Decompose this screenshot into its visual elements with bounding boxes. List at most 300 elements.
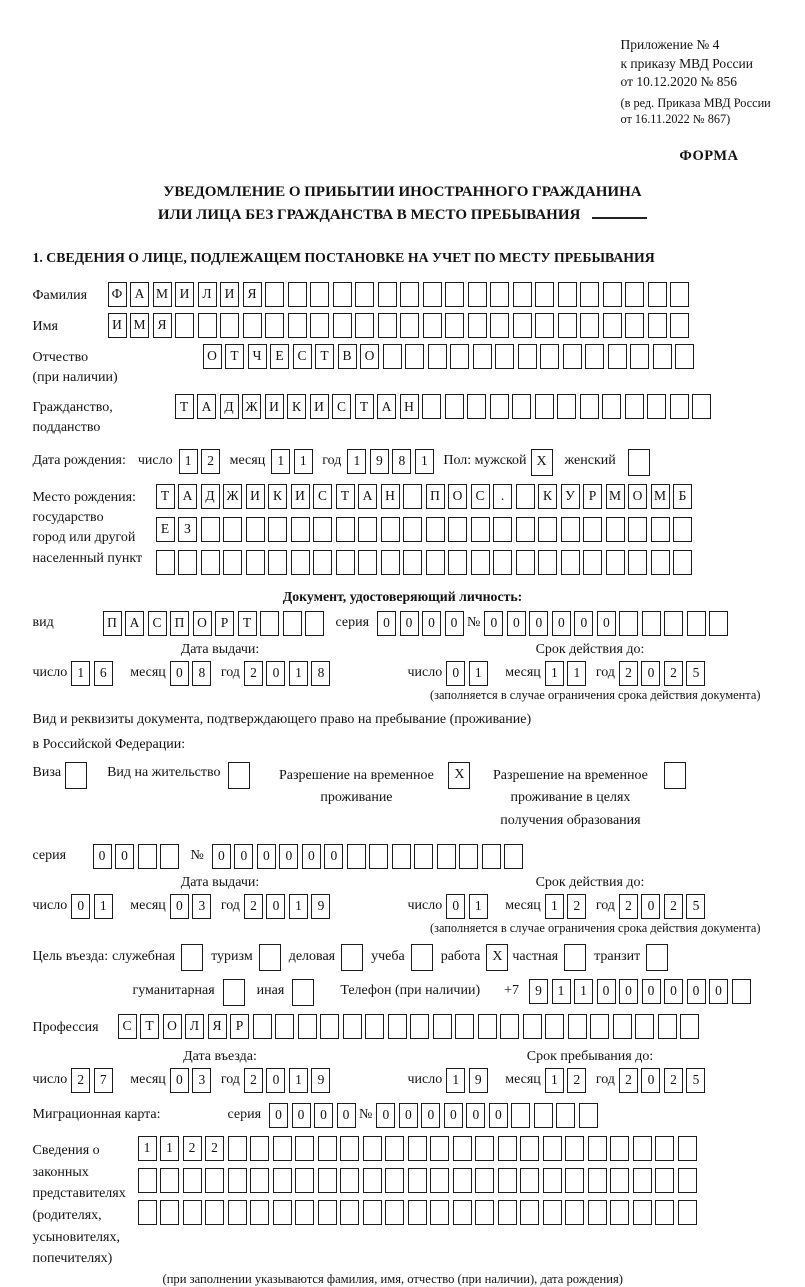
char-cell[interactable] [511, 1103, 530, 1128]
char-cell[interactable] [687, 611, 706, 636]
char-cell[interactable]: 0 [446, 894, 465, 919]
char-cell[interactable] [512, 394, 531, 419]
char-cell[interactable]: 2 [619, 1068, 638, 1093]
char-cell[interactable]: 1 [552, 979, 571, 1004]
char-cell[interactable] [445, 282, 464, 307]
char-cell[interactable] [437, 844, 456, 869]
char-cell[interactable] [538, 550, 557, 575]
char-cell[interactable] [495, 344, 514, 369]
char-cell[interactable] [220, 313, 239, 338]
char-cell[interactable]: 9 [529, 979, 548, 1004]
char-cell[interactable] [138, 1168, 157, 1193]
char-cell[interactable] [619, 611, 638, 636]
char-cell[interactable] [475, 1168, 494, 1193]
char-cell[interactable] [516, 550, 535, 575]
purpose-transit-checkbox[interactable] [646, 944, 668, 971]
char-cell[interactable] [635, 1014, 654, 1039]
char-cell[interactable] [655, 1136, 674, 1161]
char-cell[interactable] [490, 394, 509, 419]
char-cell[interactable]: 1 [545, 894, 564, 919]
char-cell[interactable] [498, 1200, 517, 1225]
char-cell[interactable] [498, 1136, 517, 1161]
char-cell[interactable] [565, 1136, 584, 1161]
char-cell[interactable] [422, 394, 441, 419]
char-cell[interactable]: 0 [574, 611, 593, 636]
char-cell[interactable]: 2 [664, 661, 683, 686]
char-cell[interactable]: О [203, 344, 222, 369]
char-cell[interactable]: 1 [271, 449, 290, 474]
char-cell[interactable]: Ж [242, 394, 261, 419]
char-cell[interactable]: 0 [279, 844, 298, 869]
residence-permit-checkbox[interactable] [228, 762, 250, 789]
char-cell[interactable] [388, 1014, 407, 1039]
char-cell[interactable] [518, 344, 537, 369]
char-cell[interactable] [138, 844, 157, 869]
char-cell[interactable] [250, 1168, 269, 1193]
char-cell[interactable]: И [175, 282, 194, 307]
char-cell[interactable]: 0 [234, 844, 253, 869]
char-cell[interactable] [198, 313, 217, 338]
char-cell[interactable]: Е [156, 517, 175, 542]
char-cell[interactable]: Л [185, 1014, 204, 1039]
char-cell[interactable] [558, 313, 577, 338]
char-cell[interactable]: 0 [642, 979, 661, 1004]
char-cell[interactable]: 2 [244, 894, 263, 919]
char-cell[interactable] [400, 282, 419, 307]
char-cell[interactable] [160, 844, 179, 869]
purpose-private-checkbox[interactable] [564, 944, 586, 971]
char-cell[interactable]: 2 [244, 661, 263, 686]
char-cell[interactable] [268, 550, 287, 575]
char-cell[interactable]: 9 [370, 449, 389, 474]
char-cell[interactable]: 1 [179, 449, 198, 474]
char-cell[interactable] [333, 313, 352, 338]
temp-residence-checkbox[interactable]: X [448, 762, 470, 789]
char-cell[interactable]: С [471, 484, 490, 509]
char-cell[interactable] [253, 1014, 272, 1039]
char-cell[interactable]: 0 [302, 844, 321, 869]
char-cell[interactable]: 9 [311, 894, 330, 919]
char-cell[interactable]: 0 [115, 844, 134, 869]
char-cell[interactable] [585, 344, 604, 369]
char-cell[interactable] [305, 611, 324, 636]
char-cell[interactable] [295, 1136, 314, 1161]
char-cell[interactable]: 3 [192, 894, 211, 919]
char-cell[interactable] [633, 1168, 652, 1193]
char-cell[interactable] [493, 517, 512, 542]
char-cell[interactable] [183, 1168, 202, 1193]
char-cell[interactable]: 0 [376, 1103, 395, 1128]
char-cell[interactable] [673, 550, 692, 575]
char-cell[interactable]: Я [243, 282, 262, 307]
char-cell[interactable] [648, 313, 667, 338]
char-cell[interactable]: 0 [687, 979, 706, 1004]
char-cell[interactable]: 0 [257, 844, 276, 869]
char-cell[interactable]: 2 [71, 1068, 90, 1093]
char-cell[interactable]: 0 [619, 979, 638, 1004]
char-cell[interactable] [445, 313, 464, 338]
char-cell[interactable] [543, 1168, 562, 1193]
char-cell[interactable] [365, 1014, 384, 1039]
char-cell[interactable]: 2 [664, 894, 683, 919]
char-cell[interactable]: П [170, 611, 189, 636]
char-cell[interactable]: Я [208, 1014, 227, 1039]
char-cell[interactable] [588, 1200, 607, 1225]
char-cell[interactable] [408, 1200, 427, 1225]
char-cell[interactable] [561, 550, 580, 575]
char-cell[interactable]: 0 [212, 844, 231, 869]
char-cell[interactable] [478, 1014, 497, 1039]
char-cell[interactable] [320, 1014, 339, 1039]
char-cell[interactable]: 1 [446, 1068, 465, 1093]
char-cell[interactable] [273, 1168, 292, 1193]
char-cell[interactable]: А [130, 282, 149, 307]
char-cell[interactable]: К [268, 484, 287, 509]
char-cell[interactable]: С [293, 344, 312, 369]
char-cell[interactable]: 0 [399, 1103, 418, 1128]
char-cell[interactable]: 1 [545, 661, 564, 686]
char-cell[interactable] [450, 344, 469, 369]
char-cell[interactable] [647, 394, 666, 419]
char-cell[interactable] [655, 1168, 674, 1193]
char-cell[interactable]: Т [140, 1014, 159, 1039]
char-cell[interactable]: А [358, 484, 377, 509]
char-cell[interactable]: Б [673, 484, 692, 509]
char-cell[interactable] [333, 282, 352, 307]
char-cell[interactable]: 0 [529, 611, 548, 636]
char-cell[interactable]: У [561, 484, 580, 509]
char-cell[interactable] [658, 1014, 677, 1039]
char-cell[interactable]: Р [230, 1014, 249, 1039]
char-cell[interactable] [459, 844, 478, 869]
char-cell[interactable] [516, 484, 535, 509]
char-cell[interactable] [405, 344, 424, 369]
char-cell[interactable] [568, 1014, 587, 1039]
char-cell[interactable]: Т [336, 484, 355, 509]
char-cell[interactable]: 0 [377, 611, 396, 636]
char-cell[interactable]: 1 [567, 661, 586, 686]
char-cell[interactable] [628, 517, 647, 542]
sex-male-checkbox[interactable]: X [531, 449, 553, 476]
char-cell[interactable] [223, 517, 242, 542]
char-cell[interactable]: 2 [205, 1136, 224, 1161]
char-cell[interactable] [590, 1014, 609, 1039]
char-cell[interactable] [340, 1200, 359, 1225]
char-cell[interactable]: И [108, 313, 127, 338]
char-cell[interactable]: 7 [94, 1068, 113, 1093]
char-cell[interactable] [183, 1200, 202, 1225]
char-cell[interactable] [453, 1200, 472, 1225]
char-cell[interactable] [630, 344, 649, 369]
char-cell[interactable] [228, 1168, 247, 1193]
char-cell[interactable]: И [220, 282, 239, 307]
char-cell[interactable] [178, 550, 197, 575]
char-cell[interactable] [538, 517, 557, 542]
char-cell[interactable]: 1 [415, 449, 434, 474]
char-cell[interactable] [692, 394, 711, 419]
char-cell[interactable]: 0 [445, 611, 464, 636]
char-cell[interactable] [260, 611, 279, 636]
char-cell[interactable] [580, 394, 599, 419]
char-cell[interactable]: 0 [641, 894, 660, 919]
char-cell[interactable] [358, 517, 377, 542]
char-cell[interactable]: 1 [138, 1136, 157, 1161]
char-cell[interactable]: 0 [292, 1103, 311, 1128]
char-cell[interactable] [347, 844, 366, 869]
char-cell[interactable] [273, 1200, 292, 1225]
char-cell[interactable] [610, 1136, 629, 1161]
char-cell[interactable]: М [130, 313, 149, 338]
char-cell[interactable]: Т [315, 344, 334, 369]
char-cell[interactable] [493, 550, 512, 575]
char-cell[interactable]: 0 [314, 1103, 333, 1128]
char-cell[interactable]: 0 [266, 661, 285, 686]
char-cell[interactable]: 1 [574, 979, 593, 1004]
char-cell[interactable]: 1 [347, 449, 366, 474]
char-cell[interactable] [670, 313, 689, 338]
char-cell[interactable] [318, 1136, 337, 1161]
char-cell[interactable] [651, 517, 670, 542]
char-cell[interactable]: Л [198, 282, 217, 307]
char-cell[interactable] [516, 517, 535, 542]
char-cell[interactable]: 2 [567, 894, 586, 919]
char-cell[interactable] [651, 550, 670, 575]
char-cell[interactable]: 0 [664, 979, 683, 1004]
char-cell[interactable] [673, 517, 692, 542]
char-cell[interactable]: 0 [93, 844, 112, 869]
char-cell[interactable]: О [193, 611, 212, 636]
visa-checkbox[interactable] [65, 762, 87, 789]
char-cell[interactable] [250, 1200, 269, 1225]
char-cell[interactable]: 0 [484, 611, 503, 636]
char-cell[interactable] [580, 282, 599, 307]
char-cell[interactable] [403, 484, 422, 509]
char-cell[interactable]: Д [201, 484, 220, 509]
char-cell[interactable] [268, 517, 287, 542]
char-cell[interactable] [475, 1136, 494, 1161]
char-cell[interactable] [633, 1200, 652, 1225]
char-cell[interactable]: 2 [201, 449, 220, 474]
char-cell[interactable]: Ж [223, 484, 242, 509]
char-cell[interactable] [414, 844, 433, 869]
char-cell[interactable] [355, 313, 374, 338]
char-cell[interactable] [732, 979, 751, 1004]
char-cell[interactable]: 1 [545, 1068, 564, 1093]
char-cell[interactable] [381, 517, 400, 542]
char-cell[interactable]: Н [381, 484, 400, 509]
char-cell[interactable] [545, 1014, 564, 1039]
char-cell[interactable]: 0 [324, 844, 343, 869]
char-cell[interactable]: П [103, 611, 122, 636]
char-cell[interactable] [583, 550, 602, 575]
char-cell[interactable] [430, 1200, 449, 1225]
char-cell[interactable]: 0 [446, 661, 465, 686]
char-cell[interactable]: 0 [507, 611, 526, 636]
char-cell[interactable]: Т [238, 611, 257, 636]
char-cell[interactable] [603, 282, 622, 307]
char-cell[interactable]: 1 [94, 894, 113, 919]
char-cell[interactable]: 1 [160, 1136, 179, 1161]
char-cell[interactable] [540, 344, 559, 369]
char-cell[interactable] [205, 1200, 224, 1225]
char-cell[interactable] [565, 1200, 584, 1225]
purpose-official-checkbox[interactable] [181, 944, 203, 971]
char-cell[interactable] [448, 550, 467, 575]
char-cell[interactable] [201, 550, 220, 575]
char-cell[interactable]: К [287, 394, 306, 419]
char-cell[interactable]: Р [215, 611, 234, 636]
char-cell[interactable] [156, 550, 175, 575]
char-cell[interactable]: 1 [469, 894, 488, 919]
char-cell[interactable] [625, 282, 644, 307]
char-cell[interactable] [310, 313, 329, 338]
char-cell[interactable] [340, 1136, 359, 1161]
char-cell[interactable]: 0 [170, 661, 189, 686]
char-cell[interactable]: 0 [597, 611, 616, 636]
char-cell[interactable] [475, 1200, 494, 1225]
char-cell[interactable] [513, 282, 532, 307]
char-cell[interactable]: О [163, 1014, 182, 1039]
char-cell[interactable] [588, 1168, 607, 1193]
purpose-study-checkbox[interactable] [411, 944, 433, 971]
char-cell[interactable]: Т [175, 394, 194, 419]
char-cell[interactable] [709, 611, 728, 636]
char-cell[interactable]: 0 [444, 1103, 463, 1128]
char-cell[interactable]: 0 [552, 611, 571, 636]
char-cell[interactable] [678, 1168, 697, 1193]
char-cell[interactable] [291, 517, 310, 542]
char-cell[interactable]: М [651, 484, 670, 509]
char-cell[interactable] [633, 1136, 652, 1161]
char-cell[interactable]: 8 [392, 449, 411, 474]
char-cell[interactable]: В [338, 344, 357, 369]
char-cell[interactable] [558, 282, 577, 307]
char-cell[interactable] [535, 313, 554, 338]
char-cell[interactable] [498, 1168, 517, 1193]
char-cell[interactable] [423, 313, 442, 338]
char-cell[interactable] [520, 1136, 539, 1161]
purpose-business-checkbox[interactable] [341, 944, 363, 971]
char-cell[interactable] [602, 394, 621, 419]
char-cell[interactable]: М [606, 484, 625, 509]
char-cell[interactable] [504, 844, 523, 869]
char-cell[interactable] [588, 1136, 607, 1161]
char-cell[interactable]: 0 [641, 661, 660, 686]
char-cell[interactable]: И [291, 484, 310, 509]
char-cell[interactable] [534, 1103, 553, 1128]
char-cell[interactable] [471, 550, 490, 575]
char-cell[interactable] [490, 282, 509, 307]
char-cell[interactable] [648, 282, 667, 307]
char-cell[interactable] [563, 344, 582, 369]
char-cell[interactable]: 2 [244, 1068, 263, 1093]
char-cell[interactable]: А [377, 394, 396, 419]
char-cell[interactable]: 2 [183, 1136, 202, 1161]
char-cell[interactable]: 0 [489, 1103, 508, 1128]
char-cell[interactable]: А [125, 611, 144, 636]
char-cell[interactable] [288, 282, 307, 307]
char-cell[interactable] [610, 1200, 629, 1225]
char-cell[interactable] [543, 1136, 562, 1161]
char-cell[interactable] [265, 282, 284, 307]
char-cell[interactable]: Д [220, 394, 239, 419]
char-cell[interactable]: 9 [311, 1068, 330, 1093]
char-cell[interactable]: 2 [567, 1068, 586, 1093]
char-cell[interactable] [655, 1200, 674, 1225]
char-cell[interactable]: И [265, 394, 284, 419]
char-cell[interactable]: 6 [94, 661, 113, 686]
char-cell[interactable] [160, 1200, 179, 1225]
sex-female-checkbox[interactable] [628, 449, 650, 476]
char-cell[interactable] [430, 1136, 449, 1161]
char-cell[interactable] [363, 1168, 382, 1193]
char-cell[interactable] [246, 517, 265, 542]
char-cell[interactable] [403, 517, 422, 542]
char-cell[interactable]: 3 [192, 1068, 211, 1093]
char-cell[interactable] [565, 1168, 584, 1193]
char-cell[interactable]: Т [225, 344, 244, 369]
char-cell[interactable]: И [310, 394, 329, 419]
char-cell[interactable]: 1 [469, 661, 488, 686]
char-cell[interactable] [653, 344, 672, 369]
char-cell[interactable]: 0 [337, 1103, 356, 1128]
char-cell[interactable] [580, 313, 599, 338]
char-cell[interactable] [500, 1014, 519, 1039]
char-cell[interactable]: С [313, 484, 332, 509]
char-cell[interactable] [513, 313, 532, 338]
char-cell[interactable] [535, 394, 554, 419]
char-cell[interactable] [205, 1168, 224, 1193]
char-cell[interactable] [246, 550, 265, 575]
char-cell[interactable]: 0 [709, 979, 728, 1004]
char-cell[interactable] [295, 1168, 314, 1193]
char-cell[interactable] [520, 1200, 539, 1225]
char-cell[interactable]: И [246, 484, 265, 509]
char-cell[interactable] [228, 1200, 247, 1225]
char-cell[interactable] [403, 550, 422, 575]
char-cell[interactable] [467, 394, 486, 419]
char-cell[interactable] [201, 517, 220, 542]
char-cell[interactable]: 2 [619, 661, 638, 686]
char-cell[interactable] [433, 1014, 452, 1039]
char-cell[interactable] [606, 517, 625, 542]
char-cell[interactable] [378, 313, 397, 338]
char-cell[interactable]: 0 [466, 1103, 485, 1128]
char-cell[interactable] [430, 1168, 449, 1193]
char-cell[interactable] [535, 282, 554, 307]
char-cell[interactable] [482, 844, 501, 869]
char-cell[interactable] [283, 611, 302, 636]
char-cell[interactable]: 5 [686, 661, 705, 686]
char-cell[interactable]: 2 [619, 894, 638, 919]
char-cell[interactable]: 8 [311, 661, 330, 686]
char-cell[interactable] [408, 1136, 427, 1161]
char-cell[interactable] [680, 1014, 699, 1039]
char-cell[interactable]: 9 [469, 1068, 488, 1093]
char-cell[interactable]: Я [153, 313, 172, 338]
char-cell[interactable]: 0 [422, 611, 441, 636]
char-cell[interactable]: С [148, 611, 167, 636]
char-cell[interactable]: 1 [294, 449, 313, 474]
char-cell[interactable]: Т [156, 484, 175, 509]
char-cell[interactable] [223, 550, 242, 575]
char-cell[interactable] [670, 282, 689, 307]
char-cell[interactable] [579, 1103, 598, 1128]
char-cell[interactable] [318, 1200, 337, 1225]
char-cell[interactable] [423, 282, 442, 307]
char-cell[interactable] [613, 1014, 632, 1039]
char-cell[interactable] [471, 517, 490, 542]
